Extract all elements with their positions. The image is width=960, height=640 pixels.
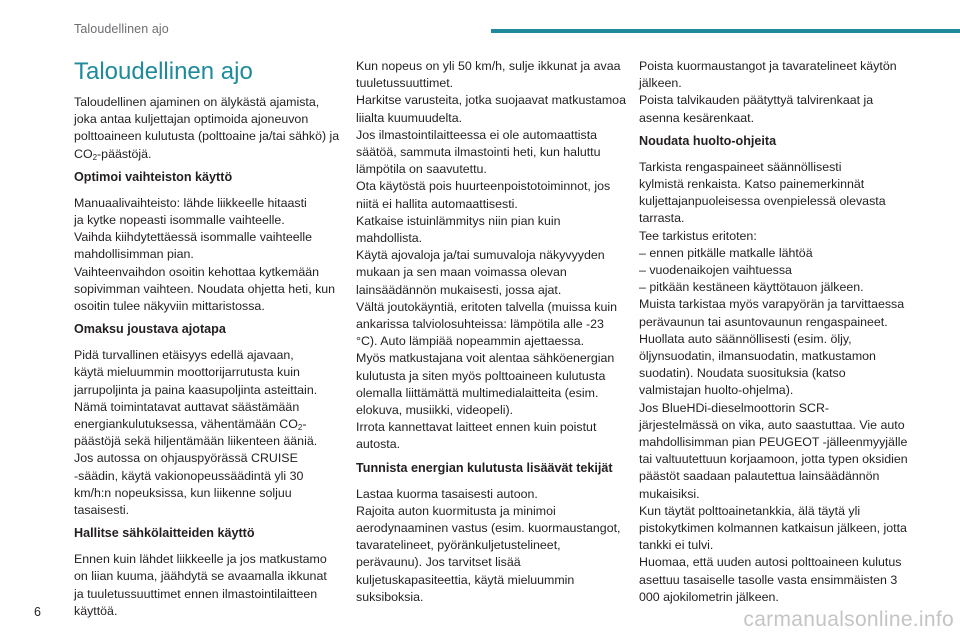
text-line: valmistajan huolto-ohjelma). (639, 383, 794, 398)
text-line: ja kytke nopeasti isommalle vaihteelle. (74, 213, 285, 228)
text-line: elokuva, musiikki, videopeli). (356, 403, 514, 418)
text-line: Taloudellinen ajaminen on älykästä ajamista, (74, 95, 320, 109)
text-line: polttoaineen kulutusta (polttoaine ja/tai sähkö) ja (74, 129, 340, 144)
section-heading-electrical: Hallitse sähkölaitteiden käyttö (74, 526, 255, 541)
page-number: 6 (34, 605, 41, 619)
text-line (74, 146, 340, 163)
driving-style-paragraph (74, 347, 340, 519)
co2-prefix: energiankulutuksessa, vähentämään CO (74, 417, 298, 432)
text-line: Kun nopeus on yli 50 km/h, sulje ikkunat ja avaa (356, 59, 621, 73)
text-line: päästöjä sekä hiljentämään liikenteen ääniä. (74, 434, 318, 449)
text-line: Pidä turvallinen etäisyys edellä ajavaan, (74, 348, 294, 363)
text-line: osoitin tulee näkyviin mittaristossa. (74, 299, 265, 314)
co2-prefix: CO (74, 146, 93, 161)
text-line: järjestelmässä on vika, auto saastuttaa. Vie auto (639, 417, 905, 432)
text-line: Katkaise istuinlämmitys niin pian kuin (356, 213, 561, 228)
text-line: joka antaa kuljettajan optimoida ajoneuvon (74, 112, 309, 127)
text-line: Ennen kuin lähdet liikkeelle ja jos matkustamo (74, 552, 327, 567)
text-line: Irrota kannettavat laitteet ennen kuin poistut (356, 420, 597, 435)
text-line: öljynsuodatin, ilmansuodatin, matkustamon (639, 349, 876, 364)
text-line: lainsäädännön mukaisesti, jossa ajat. (356, 282, 562, 297)
text-line: aerodynaaminen vastus (esim. kuormaustangot, (356, 521, 621, 536)
text-line: jälkeen. (639, 76, 682, 91)
text-line: sopivimman vaihteen. Noudata ohjetta heti, kun (74, 281, 336, 296)
column-2 (356, 58, 626, 606)
text-line: mahdollista. (356, 231, 423, 246)
section-heading-driving-style: Omaksu joustava ajotapa (74, 322, 226, 337)
text-line: Käytä ajovaloja ja/tai sumuvaloja näkyvyyden (356, 248, 605, 263)
list-item: – ennen pitkälle matkalle lähtöä (639, 245, 813, 260)
text-line: tankki ei tulvi. (639, 538, 714, 553)
text-line: Nämä toimintatavat auttavat säästämään (74, 399, 300, 414)
text-line: Jos ilmastointilaitteessa ei ole automaattista (356, 127, 598, 142)
text-line: Jos autossa on ohjauspyörässä CRUISE (74, 451, 298, 466)
text-line: mahdollisimman pian PEUGEOT -jälleenmyyjälle (639, 435, 908, 450)
gearbox-paragraph (74, 195, 340, 315)
text-line: niitä ei hallita automaattisesti. (356, 196, 518, 211)
text-line: käyttöä. (74, 603, 118, 618)
text-line: -säädin, käytä vakionopeussäädintä yli 30 (74, 468, 304, 483)
electrical-continued-paragraph (356, 58, 626, 454)
co2-subscript: 2 (92, 152, 98, 162)
co2-suffix: -päästöjä. (97, 146, 152, 161)
text-line: 000 ajokilometrin jälkeen. (639, 589, 779, 604)
co2-subscript: 2 (297, 423, 303, 433)
text-line: päästöt saadaan palautettua lainsäädännön (639, 469, 880, 484)
column-1 (74, 58, 340, 620)
text-line: ja tuuletussuuttimet ennen ilmastointilaitteen (74, 586, 318, 601)
text-line: mahdollisimman pian. (74, 247, 194, 262)
text-line: tuuletussuuttimet. (356, 76, 454, 91)
text-line: kuljettajanpuoleisessa ovenpielessä olevasta (639, 194, 886, 209)
page-title: Taloudellinen ajo (74, 58, 253, 85)
text-line: suksiboksia. (356, 589, 424, 604)
section-heading-maintenance: Noudata huolto-ohjeita (639, 133, 777, 148)
text-line: Huomaa, että uuden autosi polttoaineen kulutus (639, 555, 902, 570)
text-line: pistokytkimen kolmannen katkaisun jälkeen, jotta (639, 521, 907, 536)
maintenance-paragraph (639, 159, 907, 606)
text-line: jarrupoljinta ja paina kaasupoljinta asteittain. (74, 382, 318, 397)
text-line: olemalla liittämättä multimedialaitteita (esim. (356, 385, 599, 400)
text-line: Huollata auto säännöllisesti (esim. öljy, (639, 331, 852, 346)
text-line: Poista talvikauden päätyttyä talvirenkaat ja (639, 93, 874, 108)
electrical-paragraph (74, 551, 340, 620)
text-line: Lastaa kuorma tasaisesti autoon. (356, 486, 538, 501)
text-line: Vältä joutokäyntiä, eritoten talvella (muissa kuin (356, 299, 618, 314)
text-line: on liian kuuma, jäähdytä se avaamalla ikkunat (74, 569, 327, 584)
text-line: Manuaalivaihteisto: lähde liikkeelle hitaasti (74, 195, 307, 210)
list-item: – pitkään kestäneen käyttötauon jälkeen. (639, 280, 864, 295)
text-line: Tarkista rengaspaineet säännöllisesti (639, 159, 842, 174)
text-line: suodatin). Noudata suosituksia (katso (639, 366, 846, 381)
text-line: tavaratelineet, pyöränkuljetustelineet, (356, 538, 561, 553)
text-line: Jos BlueHDi-dieselmoottorin SCR- (639, 400, 830, 415)
text-line: Vaihda kiihdytettäessä isommalle vaihteelle (74, 230, 313, 245)
text-line: mukaisiksi. (639, 486, 700, 501)
text-line: liialta kuumuudelta. (356, 110, 463, 125)
text-line: Myös matkustajana voit alentaa sähköenergian (356, 351, 615, 366)
text-line (74, 416, 340, 433)
text-line: käytä mieluummin moottorijarrutusta kuin (74, 365, 300, 380)
text-line: lämpötila on saavutettu. (356, 162, 487, 177)
text-line: Harkitse varusteita, jotka suojaavat matkustamoa (356, 93, 626, 108)
text-line: mukaan ja sen maan voimassa olevan (356, 265, 567, 280)
section-heading-gearbox: Optimoi vaihteiston käyttö (74, 169, 233, 184)
text-line: Rajoita auton kuormitusta ja minimoi (356, 503, 556, 518)
text-line: perävaunu). Jos tarvitset lisää (356, 555, 521, 570)
racks-paragraph (639, 58, 907, 127)
text-line: °C). Auto lämpiää nopeammin ajettaessa. (356, 334, 585, 349)
text-line: Vaihteenvaihdon osoitin kehottaa kytkemään (74, 264, 319, 279)
text-line: Kun täytät polttoainetankkia, älä täytä yli (639, 503, 861, 518)
intro-paragraph (74, 94, 340, 163)
text-line: tarrasta. (639, 211, 685, 226)
text-line: kulutusta ja siten myös polttoaineen kulutusta (356, 368, 606, 383)
text-line: Poista kuormaustangot ja tavaratelineet käytön (639, 59, 897, 73)
text-line: autosta. (356, 437, 401, 452)
text-line: Tee tarkistus eritoten: (639, 228, 757, 243)
text-line: tasaisesti. (74, 503, 130, 518)
text-line: ankarissa talviolosuhteissa: lämpötila alle -23 (356, 317, 604, 332)
list-item: – vuodenaikojen vaihtuessa (639, 263, 792, 278)
watermark: carmanualsonline.info (743, 608, 954, 631)
text-line: perävaunun tai asuntovaunun rengaspaineet. (639, 314, 888, 329)
co2-suffix: - (302, 417, 307, 432)
column-3 (639, 58, 907, 606)
text-line: Muista tarkistaa myös varapyörän ja tarvittaessa (639, 297, 905, 312)
section-heading-energy-factors: Tunnista energian kulutusta lisäävät tekijät (356, 460, 613, 475)
text-line: tai valtuutettuun korjaamoon, jotta typen oksidien (639, 452, 908, 467)
text-line: kuljetuskapasiteettia, käytä mieluummin (356, 572, 575, 587)
text-line: kylmistä renkaista. Katso painemerkinnät (639, 177, 865, 192)
energy-factors-paragraph (356, 486, 621, 606)
header-accent-bar (491, 29, 960, 33)
text-line: säätöä, sammuta ilmastointi heti, kun haluttu (356, 145, 601, 160)
running-header: Taloudellinen ajo (74, 22, 169, 36)
text-line: asettuu tasaiselle tasolle vasta ensimmäisten 3 (639, 572, 898, 587)
text-line: km/h:n nopeuksissa, kun liikenne soljuu (74, 485, 292, 500)
text-line: asenna kesärenkaat. (639, 110, 755, 125)
text-line: Ota käytöstä pois huurteenpoistotoiminnot, jos (356, 179, 611, 194)
